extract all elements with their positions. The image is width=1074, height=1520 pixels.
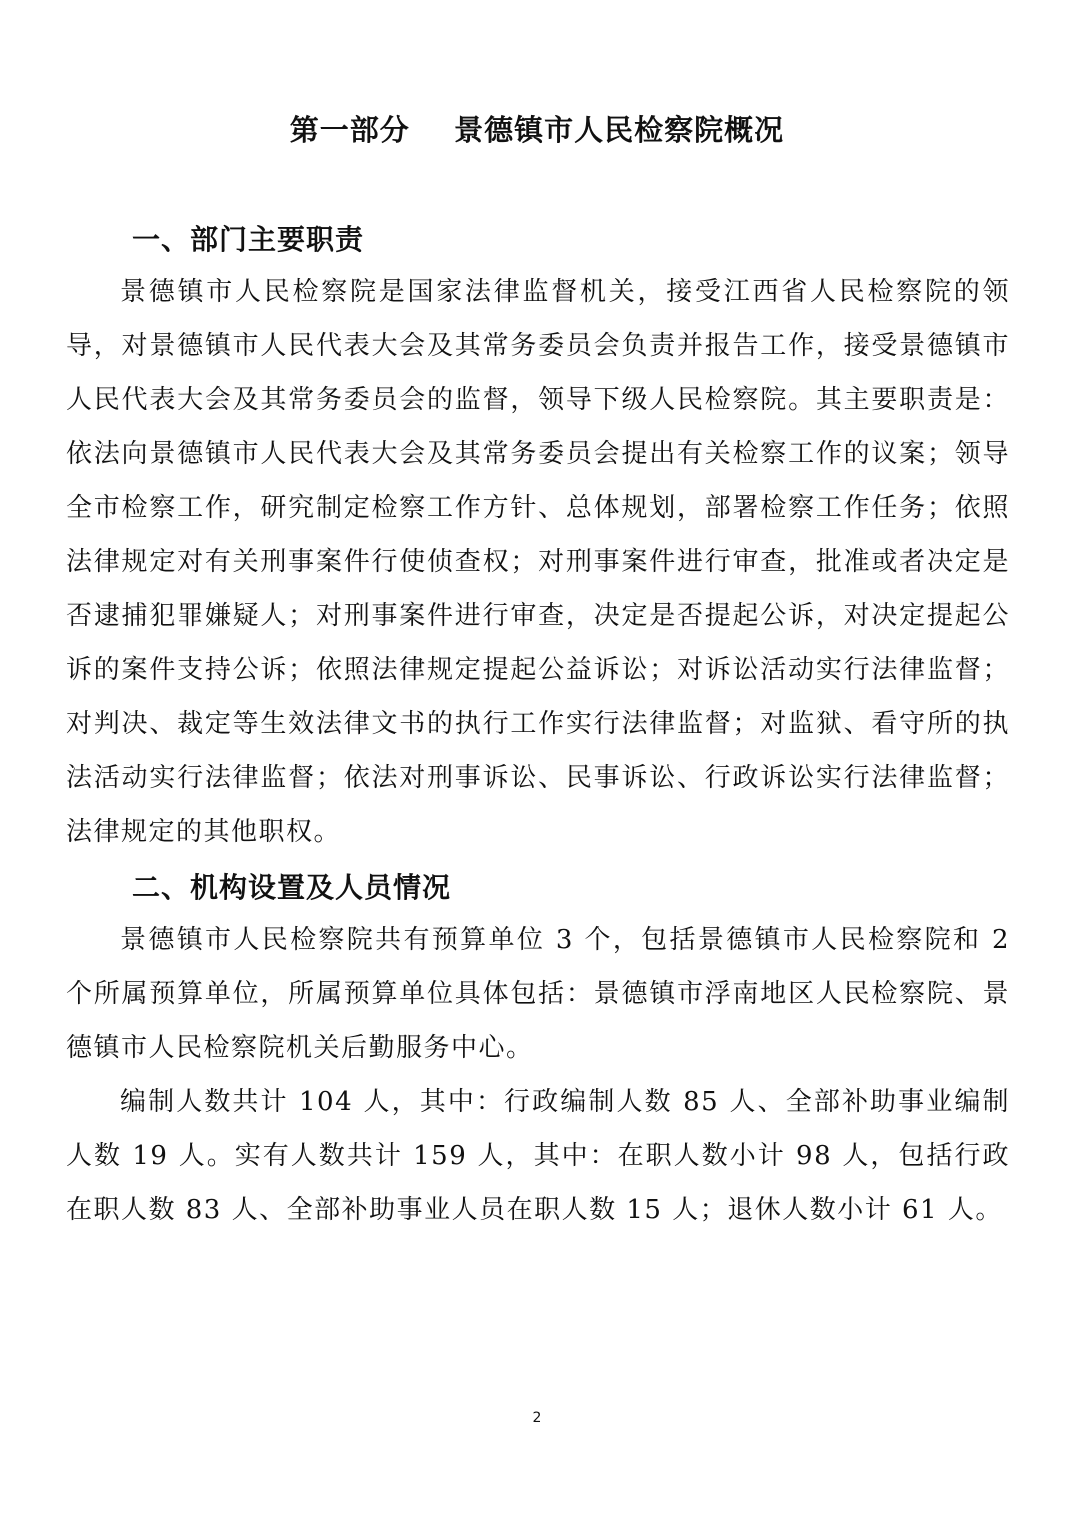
section-heading-duties: 一、部门主要职责 — [132, 223, 365, 256]
staffing-paragraph: 编制人数共计 104 人，其中：行政编制人数 85 人、全部补助事业编制人数 19 人。实有人数共计 159 人，其中：在职人数小计 98 人，包括行政在职人数 83 人、全部补助事业人员在职人数 15 人；退休人数小计 61 人。 — [66, 1087, 1010, 1225]
section-heading-organization: 二、机构设置及人员情况 — [132, 871, 452, 904]
document-title: 第一部分 景德镇市人民检察院概况 — [289, 113, 785, 147]
budget-units-paragraph: 景德镇市人民检察院共有预算单位 3 个，包括景德镇市人民检察院和 2 个所属预算单位，所属预算单位具体包括：景德镇市浮南地区人民检察院、景德镇市人民检察院机关后勤服务中心。 — [66, 925, 1010, 1063]
duties-paragraph: 景德镇市人民检察院是国家法律监督机关，接受江西省人民检察院的领导，对景德镇市人民代表大会及其常务委员会负责并报告工作，接受景德镇市人民代表大会及其常务委员会的监督，领导下级人民检察院。其主要职责是：依法向景德镇市人民代表大会及其常务委员会提出有关检察工作的议案；领导全市检察工作，研究制定检察工作方针、总体规划，部署检察工作任务；依照法律规定对有关刑事案件行使侦查权；对刑事案件进行审查，批准或者决定是否逮捕犯罪嫌疑人；对刑事案件进行审查，决定是否提起公诉，对决定提起公诉的案件支持公诉；依照法律规定提起公益诉讼；对诉讼活动实行法律监督；对判决、裁定等生效法律文书的执行工作实行法律监督；对监狱、看守所的执法活动实行法律监督；依法对刑事诉讼、民事诉讼、行政诉讼实行法律监督；法律规定的其他职权。 — [66, 277, 1010, 847]
page-number: 2 — [532, 1410, 542, 1426]
